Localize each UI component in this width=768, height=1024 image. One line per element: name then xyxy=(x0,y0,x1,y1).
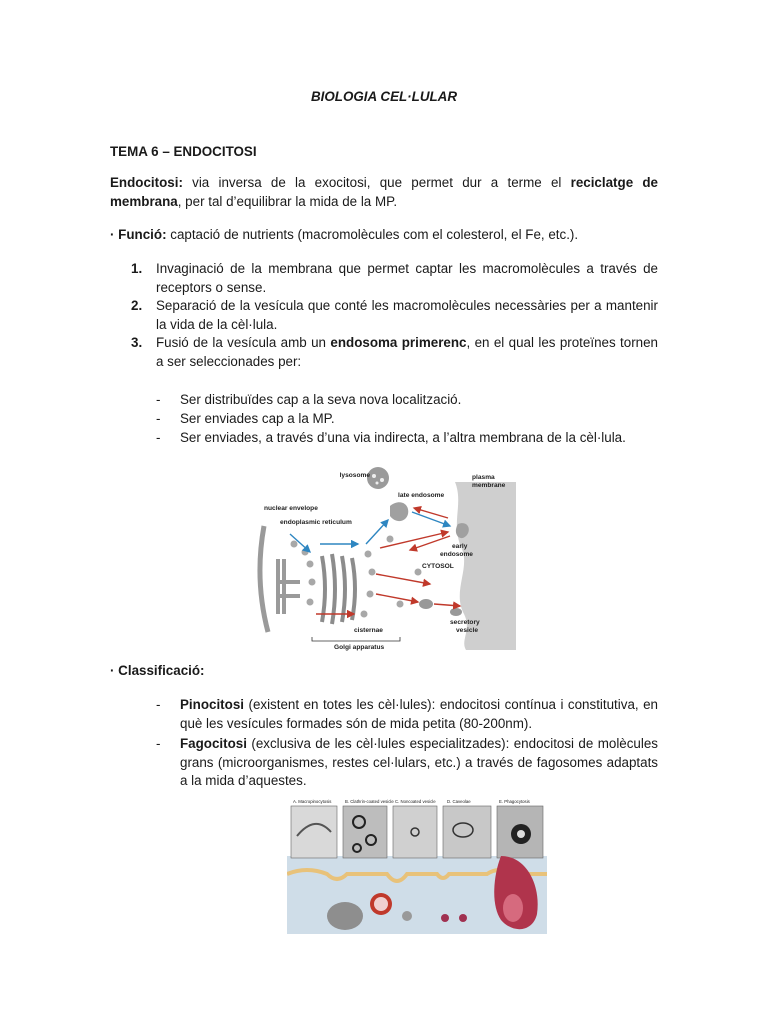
panel-label: C. Noncoated vesicle xyxy=(395,799,436,804)
endocitosi-bold: reciclatge de membrana xyxy=(110,175,658,209)
lysosome-shape xyxy=(367,467,389,489)
funcio-paragraph xyxy=(110,226,658,245)
step-text: Invaginació de la membrana que permet captar les macromolècules a través de receptors o sense. xyxy=(156,261,658,295)
label-cisternae: cisternae xyxy=(354,627,383,634)
label-plasma: plasma xyxy=(472,474,495,481)
type-text: (exclusiva de les cèl·lules especialitzades): endocitosi de molècules grans (microorganismes, restes cel·lulars, etc.) a través de fagosomes adaptats a la mida d’aquestes. xyxy=(180,736,658,788)
late-endosome-shape xyxy=(390,502,408,521)
secretory-vesicle-shape xyxy=(419,599,433,609)
dash-bullet: - xyxy=(156,392,161,407)
step-text: Separació de la vesícula que conté les macromolècules necessàries per a mantenir la vida de la cèl·lula. xyxy=(156,298,658,332)
panel-label: B. Clathrin-coated vesicle xyxy=(345,799,394,804)
panel-label: D. Caveolae xyxy=(447,799,471,804)
step-number: 1. xyxy=(131,261,143,276)
label-er: endoplasmic reticulum xyxy=(280,519,352,526)
classificacio-heading: · Classificació: xyxy=(110,663,205,678)
dash-bullet: - xyxy=(156,411,161,426)
dash-bullet: - xyxy=(156,736,161,751)
endocytosis-pathway-figure xyxy=(250,464,516,652)
label-lysosome: lysosome xyxy=(339,472,370,479)
document-title: BIOLOGIA CEL·LULAR xyxy=(310,89,458,104)
fate-item: Ser enviades cap a la MP. xyxy=(180,411,335,426)
dash-bullet: - xyxy=(156,430,161,445)
er-shape xyxy=(278,559,300,614)
label-early: early xyxy=(452,543,468,550)
section-heading: TEMA 6 – ENDOCITOSI xyxy=(110,144,257,159)
label-late-endosome: late endosome xyxy=(398,492,445,499)
label-endosome: endosome xyxy=(440,551,473,558)
fate-item: Ser enviades, a través d’una via indirecta, a l’altra membrana de la cèl·lula. xyxy=(180,430,626,445)
label-cytosol: CYTOSOL xyxy=(422,563,454,570)
endocitosi-definition xyxy=(110,174,658,211)
step-number: 3. xyxy=(131,335,143,350)
label-vesicle: vesicle xyxy=(456,627,478,634)
type-term: Pinocitosi xyxy=(180,697,244,712)
label-secretory: secretory xyxy=(450,619,480,626)
dash-bullet: - xyxy=(156,697,161,712)
label-golgi: Golgi apparatus xyxy=(334,644,385,651)
nuclear-envelope-shape xyxy=(260,526,268,632)
funcio-term: · Funció: xyxy=(110,227,167,242)
type-text: (existent en totes les cèl·lules): endocitosi contínua i constitutiva, en què les vesícules formades són de mida petita (80-200nm). xyxy=(180,697,658,731)
step-bold: endosoma primerenc xyxy=(330,335,467,350)
funcio-text: captació de nutrients (macromolècules com el colesterol, el Fe, etc.). xyxy=(166,227,579,242)
endocitosi-term: Endocitosi: xyxy=(110,175,183,190)
panel-label: A. Macropinocytosis xyxy=(293,799,332,804)
label-membrane: membrane xyxy=(472,482,506,489)
panel-label: E. Phagocytosis xyxy=(499,799,530,804)
endocitosi-text-2: , per tal d’equilibrar la mida de la MP. xyxy=(177,193,398,209)
step-text-b: , en el qual les proteïnes tornen a ser seleccionades per: xyxy=(156,335,659,369)
type-term: Fagocitosi xyxy=(180,736,247,751)
type-item xyxy=(180,696,658,733)
endocytosis-types-figure xyxy=(287,796,547,934)
type-item xyxy=(180,735,658,791)
step-number: 2. xyxy=(131,298,143,313)
step-text-a: Fusió de la vesícula amb un xyxy=(156,335,331,350)
endocitosi-text-1: via inversa de la exocitosi, que permet dur a terme el xyxy=(182,175,571,190)
fate-item: Ser distribuïdes cap a la seva nova localització. xyxy=(180,392,462,407)
step-text xyxy=(156,334,658,371)
label-nuclear-envelope: nuclear envelope xyxy=(264,505,318,512)
